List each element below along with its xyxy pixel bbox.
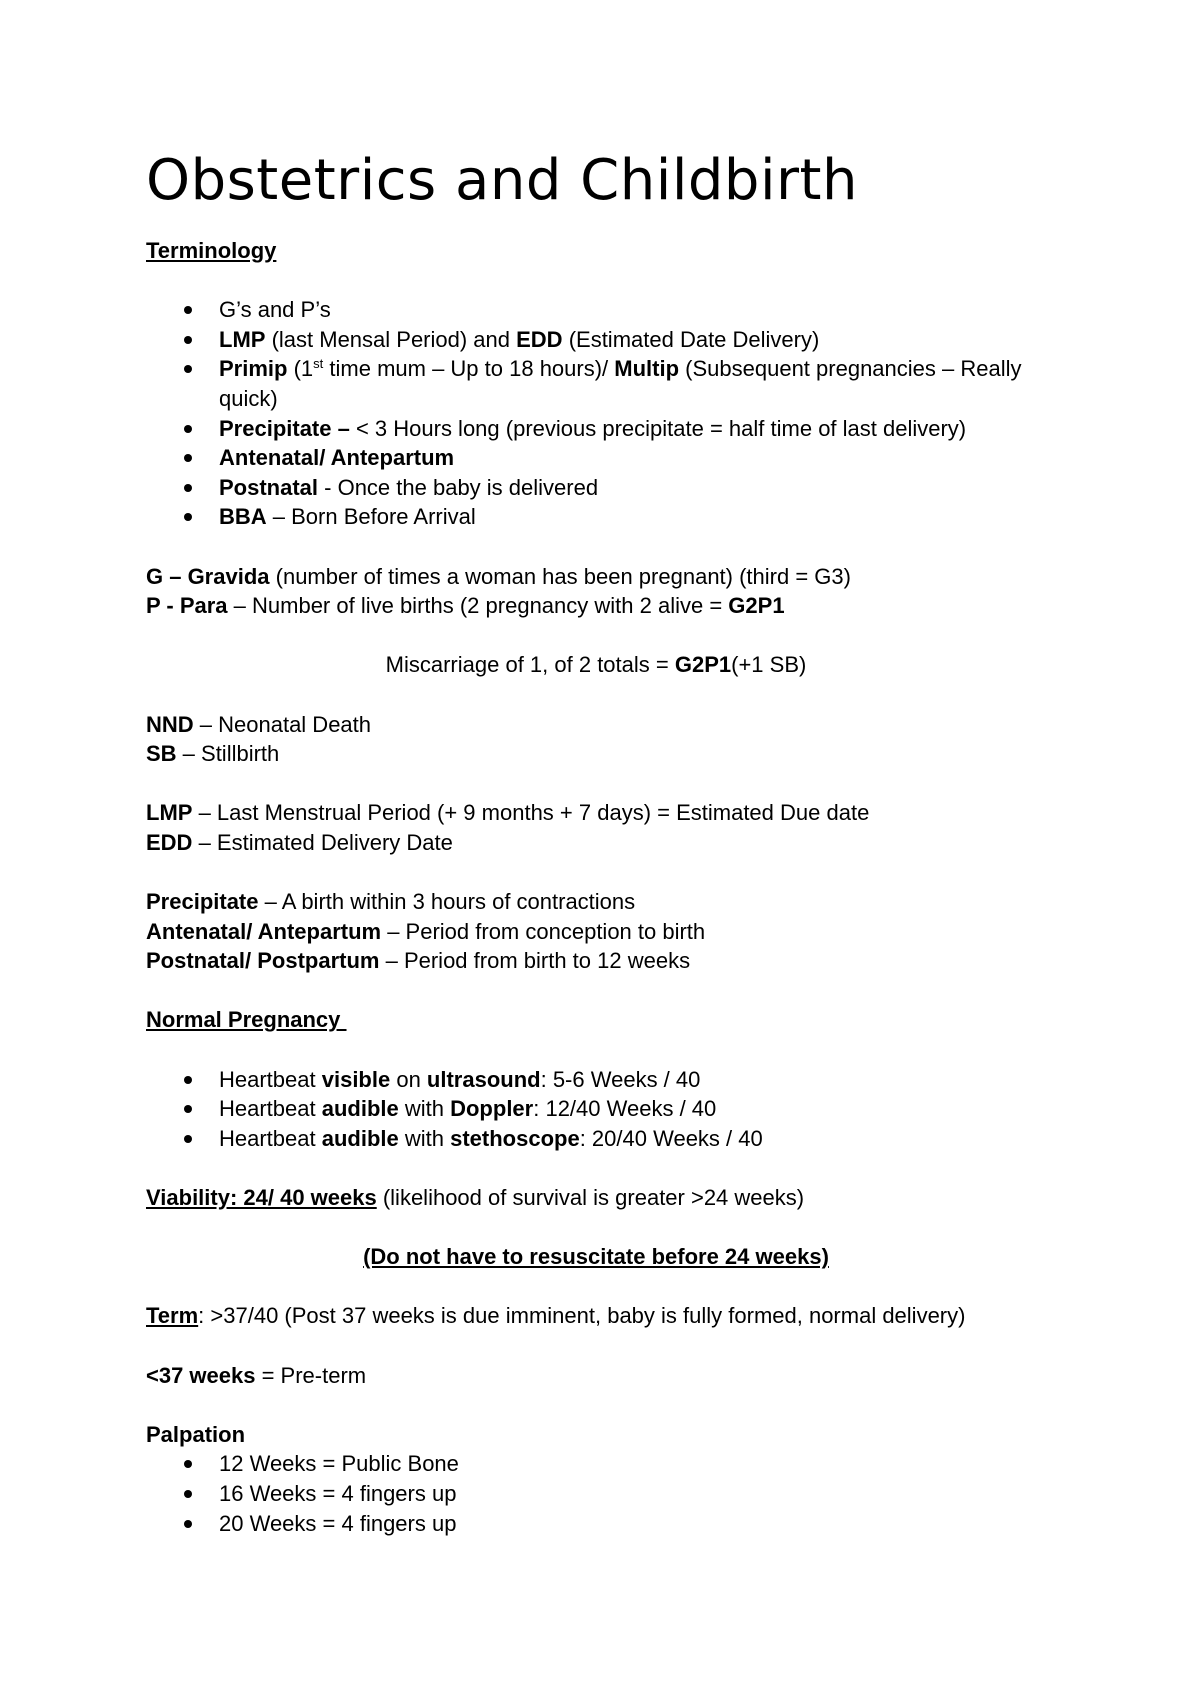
list-item: Precipitate – < 3 Hours long (previous precipitate = half time of last delivery) <box>146 414 1046 444</box>
bullet-icon <box>184 365 192 373</box>
document-page <box>146 146 1046 1538</box>
list-item: 20 Weeks = 4 fingers up <box>146 1509 1046 1539</box>
preterm-line: <37 weeks = Pre-term <box>146 1362 367 1388</box>
list-item: Heartbeat audible with stethoscope: 20/40 Weeks / 40 <box>146 1124 1046 1154</box>
list-item: Antenatal/ Antepartum <box>146 443 1046 473</box>
list-item: 16 Weeks = 4 fingers up <box>146 1479 1046 1509</box>
precipitate-definition: Precipitate – A birth within 3 hours of contractions <box>146 889 636 915</box>
bullet-icon <box>184 336 192 344</box>
lmp-definition: LMP – Last Menstrual Period (+ 9 months + 7 days) = Estimated Due date <box>146 800 870 826</box>
nnd-definition: NND – Neonatal Death <box>146 711 372 737</box>
list-item: G’s and P’s <box>146 295 1046 325</box>
bullet-icon <box>184 1076 192 1084</box>
miscarriage-note: Miscarriage of 1, of 2 totals = G2P1(+1 SB) <box>385 652 807 678</box>
palpation-list <box>146 1449 1046 1538</box>
list-item: 12 Weeks = Public Bone <box>146 1449 1046 1479</box>
viability-line: Viability: 24/ 40 weeks (likelihood of survival is greater >24 weeks) <box>146 1185 805 1210</box>
bullet-icon <box>184 1520 192 1528</box>
bullet-icon <box>184 1460 192 1468</box>
list-item: BBA – Born Before Arrival <box>146 502 1046 532</box>
list-item: Primip (1st time mum – Up to 18 hours)/ Multip (Subsequent pregnancies – Really quick) <box>146 354 1046 413</box>
list-item: Heartbeat visible on ultrasound: 5-6 Weeks / 40 <box>146 1065 1046 1095</box>
bullet-icon <box>184 1490 192 1498</box>
bullet-icon <box>184 454 192 462</box>
normal-pregnancy-heading: Normal Pregnancy <box>146 1007 347 1033</box>
list-item: Heartbeat audible with Doppler: 12/40 Weeks / 40 <box>146 1094 1046 1124</box>
list-item: LMP (last Mensal Period) and EDD (Estimated Date Delivery) <box>146 325 1046 355</box>
palpation-heading: Palpation <box>146 1421 246 1447</box>
postnatal-definition: Postnatal/ Postpartum – Period from birth to 12 weeks <box>146 948 691 974</box>
bullet-icon <box>184 425 192 433</box>
bullet-icon <box>184 1105 192 1113</box>
normal-pregnancy-list <box>146 1065 1046 1154</box>
bullet-icon <box>184 484 192 492</box>
para-definition: P - Para – Number of live births (2 pregnancy with 2 alive = G2P1 <box>146 593 785 619</box>
antenatal-definition: Antenatal/ Antepartum – Period from conception to birth <box>146 918 706 944</box>
gravida-definition: G – Gravida (number of times a woman has been pregnant) (third = G3) <box>146 563 851 589</box>
terminology-heading: Terminology <box>146 238 277 263</box>
bullet-icon <box>184 513 192 521</box>
term-line: Term: >37/40 (Post 37 weeks is due imminent, baby is fully formed, normal delivery) <box>146 1303 966 1329</box>
sb-definition: SB – Stillbirth <box>146 741 280 767</box>
bullet-icon <box>184 306 192 314</box>
edd-definition: EDD – Estimated Delivery Date <box>146 829 453 855</box>
list-item: Postnatal - Once the baby is delivered <box>146 473 1046 503</box>
document-title: Obstetrics and Childbirth <box>146 148 859 213</box>
resuscitation-note: (Do not have to resuscitate before 24 weeks) <box>363 1244 829 1270</box>
bullet-icon <box>184 1135 192 1143</box>
terminology-list <box>146 295 1046 532</box>
